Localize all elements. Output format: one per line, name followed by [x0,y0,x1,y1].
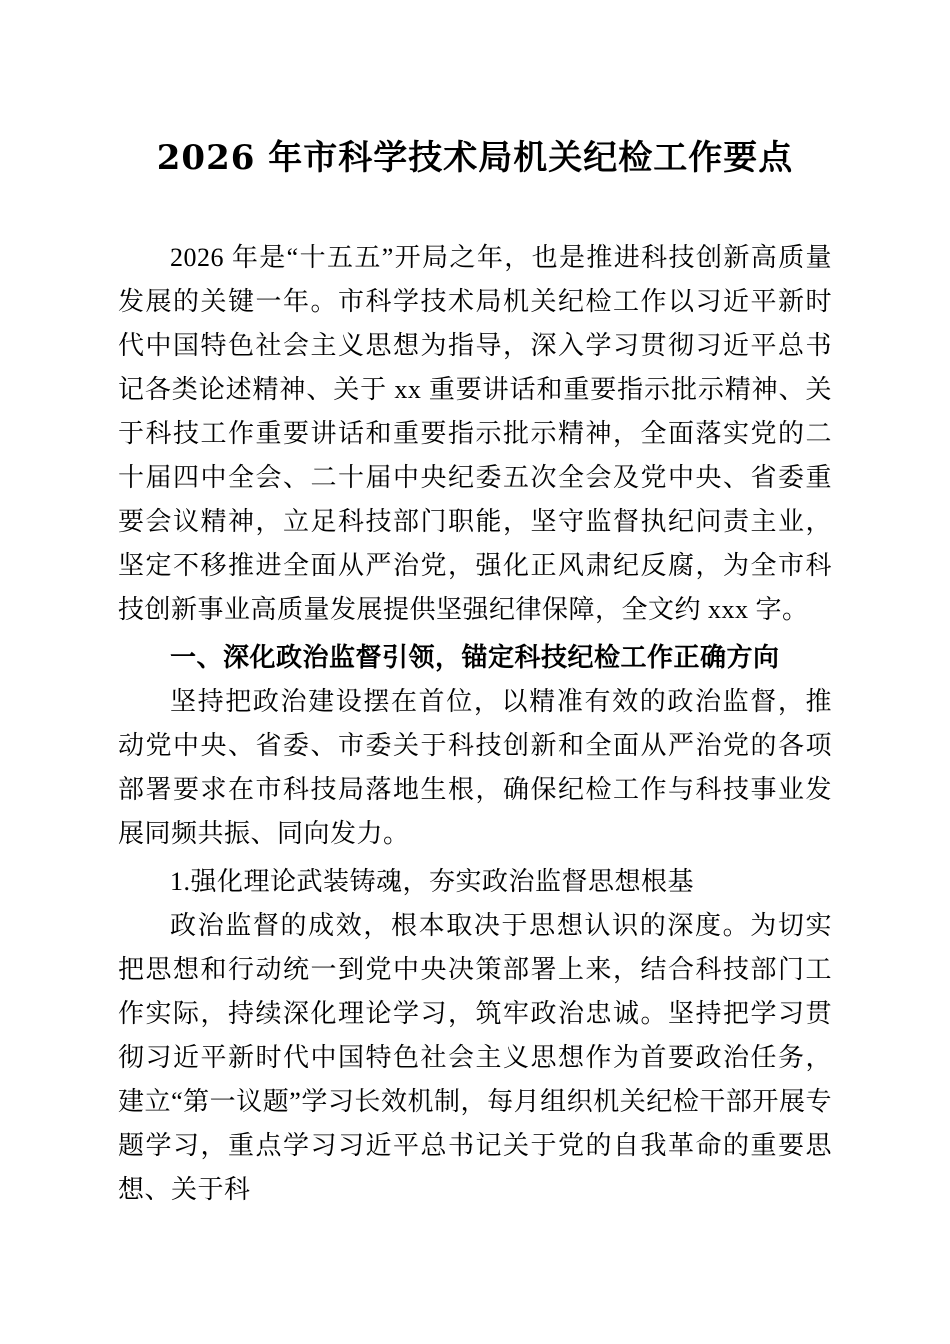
document-title: 2026 年市科学技术局机关纪检工作要点 [156,138,794,178]
sub-item-heading-1: 1.强化理论武装铸魂，夯实政治监督思想根基 [170,867,695,896]
paragraph-sub-item-1: 政治监督的成效，根本取决于思想认识的深度。为切实把思想和行动统一到党中央决策部署上来，结合科技部门工作实际，持续深化理论学习，筑牢政治忠诚。坚持把学习贯彻习近平新时代中国特色社会主义思想作为首要政治任务，建立“第一议题”学习长效机制，每月组织机关纪检干部开展专题学习，重点学习习近平总书记关于党的自我革命的重要思想、关于科 [118,911,832,1204]
section-heading-1: 一、深化政治监督引领，锚定科技纪检工作正确方向 [170,643,780,673]
paragraph-section-1: 坚持把政治建设摆在首位，以精准有效的政治监督，推动党中央、省委、市委关于科技创新和全面从严治党的各项部署要求在市科技局落地生根，确保纪检工作与科技事业发展同频共振、同向发力。 [118,687,832,848]
paragraph-intro: 2026 年是“十五五”开局之年，也是推进科技创新高质量发展的关键一年。市科学技术局机关纪检工作以习近平新时代中国特色社会主义思想为指导，深入学习贯彻习近平总书记各类论述精神、关于 xx 重要讲话和重要指示批示精神、关于科技工作重要讲话和重要指示批示精神，全面落实党的二十届四中全会、二十届中央纪委五次全会及党中央、省委重要会议精神，立足科技部门职能，坚守监督执纪问责主业，坚定不移推进全面从严治党，强化正风肃纪反腐，为全市科技创新事业高质量发展提供坚强纪律保障，全文约 xxx 字。 [118,243,832,624]
